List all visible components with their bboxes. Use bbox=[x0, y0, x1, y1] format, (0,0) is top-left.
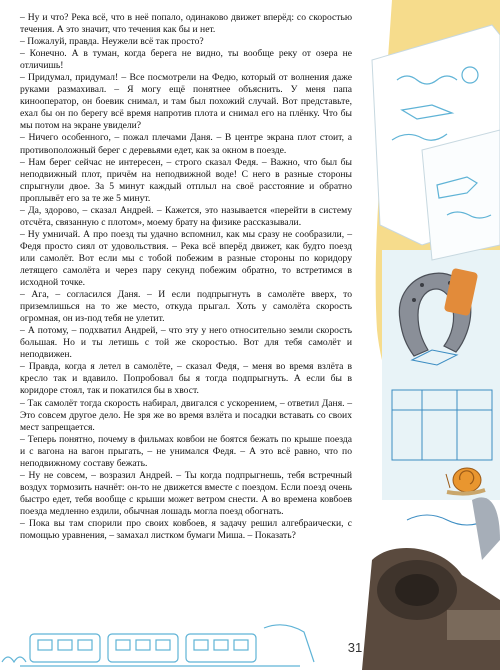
camera-equipment bbox=[362, 497, 500, 670]
paragraph: – Ну умничай. А про поезд ты удачно вспомнил, как мы сразу не сообразили, – Федя просто сиял от удовольствия. – Река всё вперёд движет, как будто поезд или самолёт. Вот если мы с тобой побежим в разные стороны по коридору летящего самолёта и через пару секунд побежим обратно, то встретимся в исходной точке. bbox=[20, 228, 352, 289]
story-text bbox=[20, 12, 352, 542]
paragraph: – Пока вы там спорили про своих ковбоев, я задачу решил алгебраически, с помощью уравнения, – замахал листком бумаги Миша. – Показать? bbox=[20, 517, 352, 542]
paragraph: – Ага, – согласился Даня. – И если подпрыгнуть в самолёте вверх, то приземлишься на то же место, откуда прыгал. Хоть у самолёта скорость огромная, он из-под тебя не улетит. bbox=[20, 289, 352, 325]
paragraph: – Да, здорово, – сказал Андрей. – Кажется, это называется «перейти в систему отсчёта, связанную с плотом», моему брату на физике рассказывали. bbox=[20, 204, 352, 228]
paragraph: – Ну и что? Река всё, что в неё попало, одинаково движет вперёд: со скоростью течения. А это значит, что течения как бы и нет. bbox=[20, 12, 352, 36]
paragraph: – Теперь понятно, почему в фильмах ковбои не боятся бежать по крыше поезда и с вагона на вагон прыгать, – не унимался Федя. – А это всё равно, что по неподвижному составу бежать. bbox=[20, 433, 352, 469]
sketch-paper-sheets bbox=[372, 25, 500, 260]
paragraph: – Правда, когда я летел в самолёте, – сказал Федя, – меня во время взлёта в кресло так и вдавило. Попробовал бы я тогда подпрыгнуть. А если бы в коридоре стоял, так и покатился бы в хвост. bbox=[20, 361, 352, 397]
paragraph: – Придумал, придумал! – Все посмотрели на Федю, который от волнения даже руками размахивал. – Я могу ещё понятнее объяснить. У меня папа кинооператор, он боевик снимал, и там был похожий случай. Вот представьте, ехал бы он по берегу всё время напротив плота и снимал его на плёнку. Что бы мы потом на экране увидели? bbox=[20, 72, 352, 132]
paragraph: – Конечно. А в туман, когда берега не видно, ты вообще реку от озера не отличишь! bbox=[20, 48, 352, 72]
paragraph: – Ничего особенного, – пожал плечами Даня. – В центре экрана плот стоит, а противоположный берег с деревьями едет, как за окном в поезде. bbox=[20, 132, 352, 156]
page-number: 31 bbox=[347, 639, 363, 655]
paragraph: – Нам берег сейчас не интересен, – строго сказал Федя. – Важно, что был бы неподвижный плот, причём на неподвижной воде! С него в разные стороны спрыгнули двое. За 5 минут каждый отплыл на своё расстояние и обратно проплывёт его за те же 5 минут. bbox=[20, 156, 352, 204]
paragraph: – Пожалуй, правда. Неужели всё так просто? bbox=[20, 36, 204, 48]
side-illustration bbox=[352, 0, 500, 670]
bottom-sketch-train bbox=[0, 618, 340, 670]
paragraph: – А потому, – подхватил Андрей, – что эту у него относительно земли скорость большая. Но и ты летишь с той же скоростью. Вот для тебя самолёт и неподвижен. bbox=[20, 325, 352, 361]
paragraph: – Ну не совсем, – возразил Андрей. – Ты когда подпрыгнешь, тебя встречный воздух тормозить начнёт: он-то не движется вместе с поездом. Если поезд очень быстро едет, тебя вообще с крыши может ветром снести. А во времена ковбоев поезда медленно ездили, обычная лошадь могла поезд обогнать. bbox=[20, 469, 352, 517]
paragraph: – Так самолёт тогда скорость набирал, двигался с ускорением, – ответил Даня. – Это совсем другое дело. Не зря же во время взлёта и посадки вставать со своих мест запрещается. bbox=[20, 397, 352, 433]
